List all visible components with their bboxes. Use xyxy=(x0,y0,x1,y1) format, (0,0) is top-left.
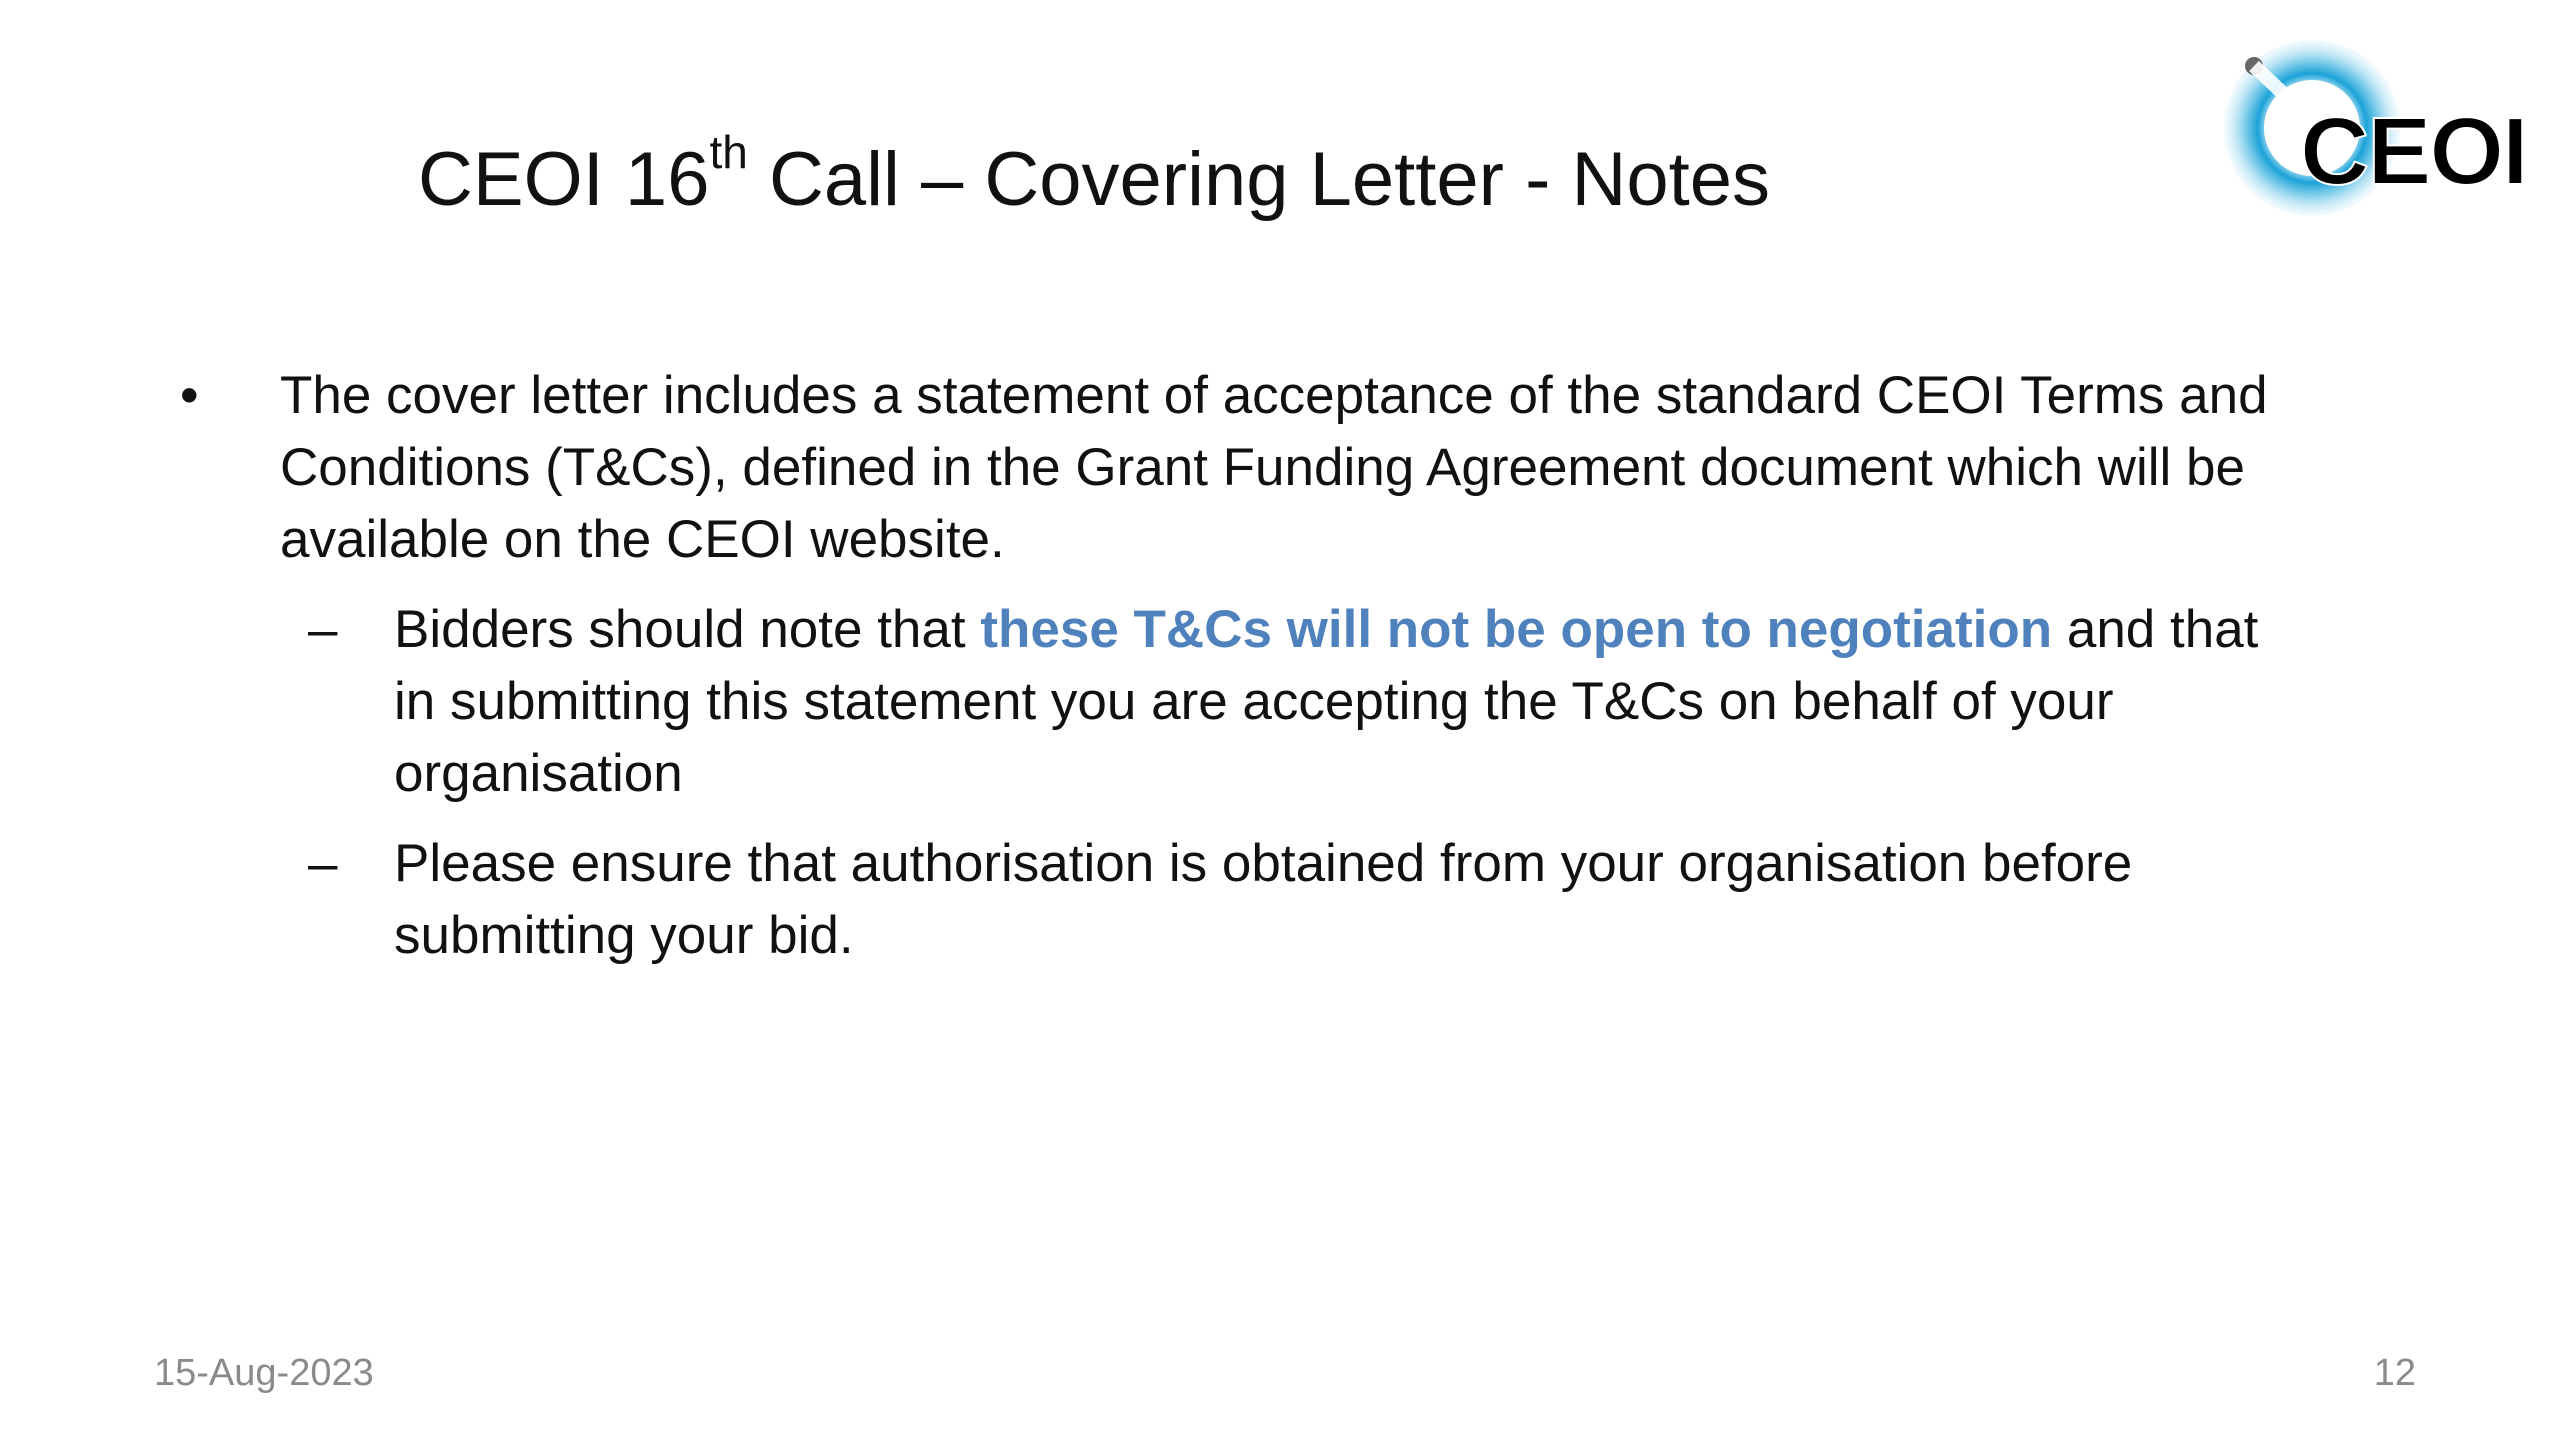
footer-date: 15-Aug-2023 xyxy=(154,1352,374,1394)
sub-bullet-marker: – xyxy=(308,834,338,893)
title-superscript: th xyxy=(709,126,748,178)
title-suffix: Call – Covering Letter - Notes xyxy=(747,137,1771,222)
sub-bullet-text: Please ensure that authorisation is obtained from your organisation before submitting your bid. xyxy=(394,834,2133,965)
slide-title xyxy=(418,126,1771,230)
sub-bullet-text-after: and that in submitting this statement you are accepting the T&Cs on behalf of your organisation xyxy=(394,600,2259,803)
ceoi-logo xyxy=(2216,36,2560,226)
sub-bullet-text-before: Bidders should note that xyxy=(394,600,981,659)
bullet-marker: • xyxy=(180,366,199,425)
bullet-text: The cover letter includes a statement of acceptance of the standard CEOI Terms and Conditions (T&Cs), defined in the Grant Funding Agreement document which will be available on the CEOI website. xyxy=(280,366,2268,569)
page-number: 12 xyxy=(2373,1352,2416,1394)
sub-bullet-marker: – xyxy=(308,600,338,659)
sub-bullet-text xyxy=(394,594,2294,810)
highlighted-text: these T&Cs will not be open to negotiation xyxy=(980,600,2053,659)
title-prefix: CEOI 16 xyxy=(418,137,710,222)
logo-text: CEOI xyxy=(2300,98,2527,205)
